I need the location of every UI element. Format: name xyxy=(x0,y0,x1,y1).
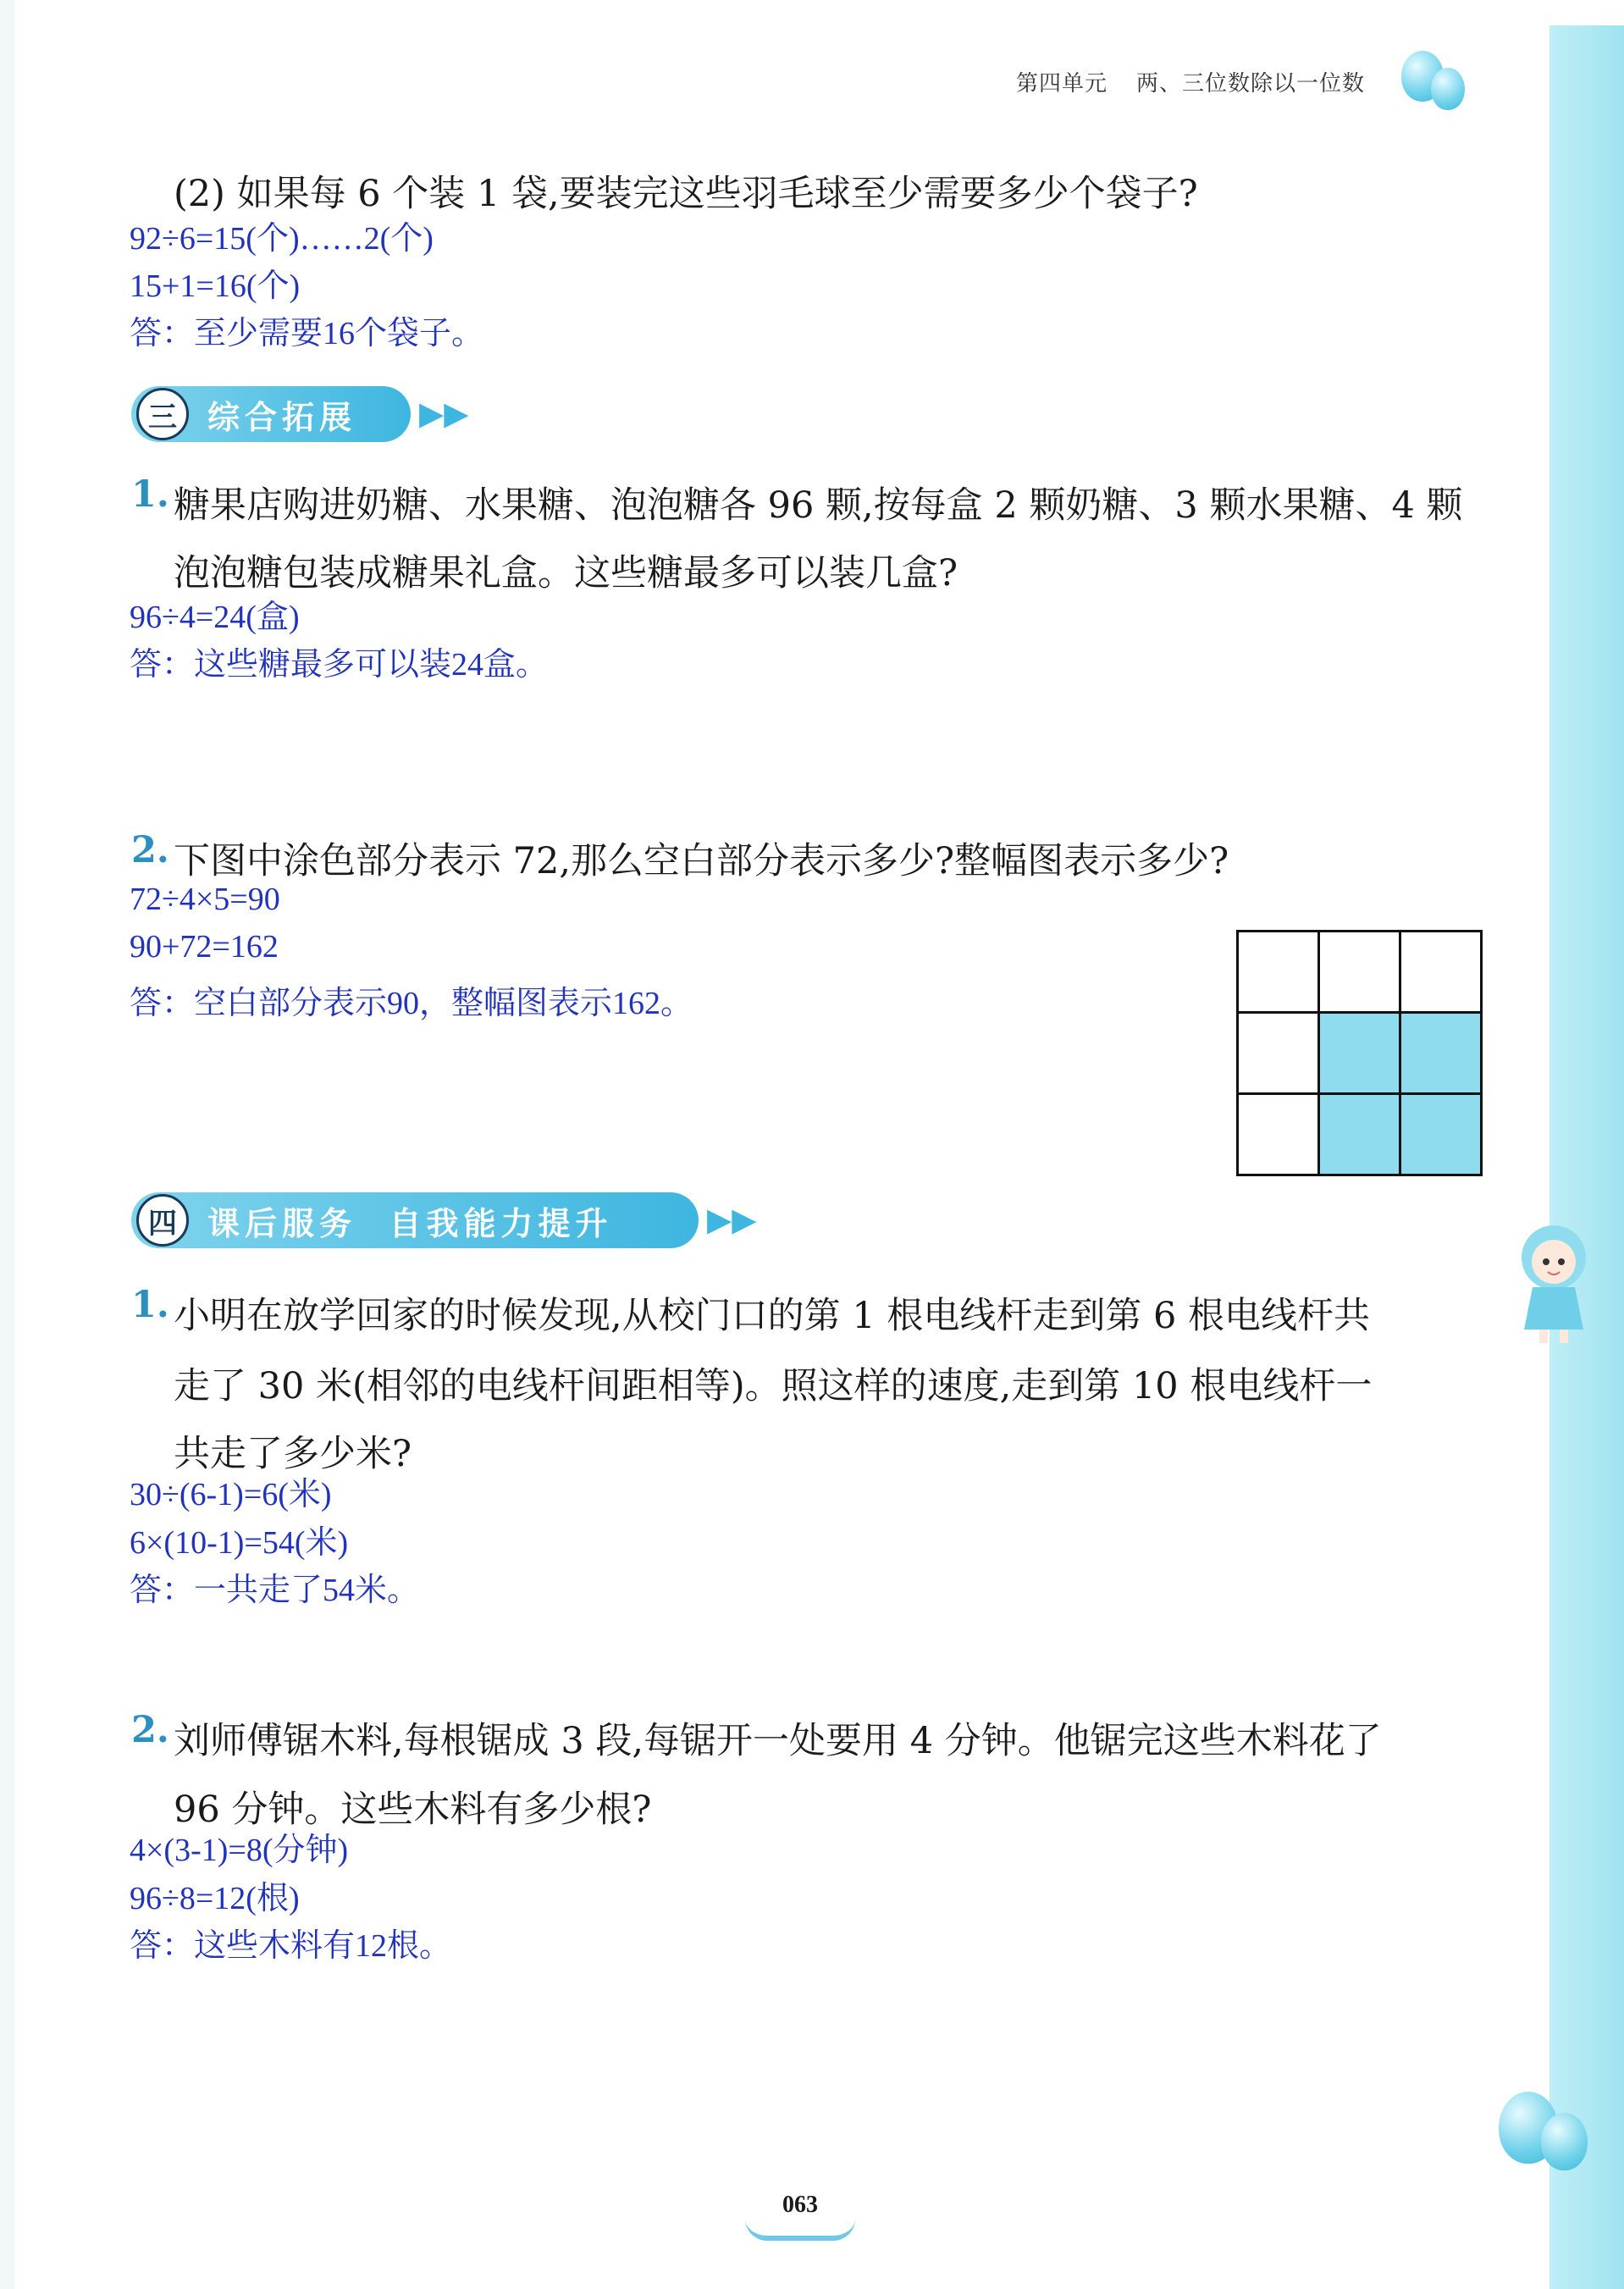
header-unit: 第四单元 xyxy=(1016,71,1108,97)
question-text: 泡泡糖包装成糖果礼盒。这些糖最多可以装几盒? xyxy=(174,552,958,594)
answer-line: 96÷8=12(根) xyxy=(130,1881,300,1916)
grid-cell xyxy=(1238,932,1319,1013)
grid-cell xyxy=(1319,932,1400,1013)
grid-cell xyxy=(1400,932,1482,1013)
answer-line: 答：至少需要16个袋子。 xyxy=(130,316,484,351)
grid-cell-shaded xyxy=(1319,1094,1400,1175)
grid-cell-shaded xyxy=(1400,1094,1482,1175)
girl-mascot-icon xyxy=(1507,1219,1600,1346)
grid-cell-shaded xyxy=(1400,1013,1482,1094)
answer-line: 答：这些木料有12根。 xyxy=(130,1928,452,1964)
question-number: 1. xyxy=(131,473,169,516)
page-edge xyxy=(0,0,15,2289)
question-number: 2. xyxy=(131,1709,169,1751)
section-banner-3 xyxy=(131,386,411,442)
section-title: 综合拓展 xyxy=(207,398,357,436)
question-text: 下图中涂色部分表示 72,那么空白部分表示多少?整幅图表示多少? xyxy=(174,840,1229,882)
question-text: (2) 如果每 6 个装 1 袋,要装完这些羽毛球至少需要多少个袋子? xyxy=(174,173,1198,215)
section-badge: 三 xyxy=(136,388,189,440)
question-text: 走了 30 米(相邻的电线杆间距相等)。照这样的速度,走到第 10 根电线杆一 xyxy=(174,1365,1373,1407)
question-text: 共走了多少米? xyxy=(174,1433,412,1475)
answer-line: 6×(10-1)=54(米) xyxy=(130,1525,349,1561)
question-text: 96 分钟。这些木料有多少根? xyxy=(174,1789,652,1831)
question-text: 小明在放学回家的时候发现,从校门口的第 1 根电线杆走到第 6 根电线杆共 xyxy=(174,1295,1371,1337)
answer-line: 72÷4×5=90 xyxy=(130,882,280,917)
page-number-swoosh xyxy=(745,2219,855,2241)
header-topic: 两、三位数除以一位数 xyxy=(1136,71,1366,97)
page-header xyxy=(1016,66,1394,97)
grid-cell-shaded xyxy=(1319,1013,1400,1094)
balloon-icon-top-2 xyxy=(1431,68,1465,110)
grid-cell xyxy=(1238,1094,1319,1175)
answer-line: 30÷(6-1)=6(米) xyxy=(130,1477,332,1512)
grid-cell xyxy=(1238,1013,1319,1094)
answer-line: 96÷4=24(盒) xyxy=(130,600,300,635)
page-number: 063 xyxy=(782,2192,818,2218)
double-arrow-icon: ▶▶ xyxy=(419,395,469,432)
answer-line: 92÷6=15(个)……2(个) xyxy=(130,221,434,257)
section-badge: 四 xyxy=(136,1194,189,1247)
question-number: 1. xyxy=(131,1284,169,1326)
section-banner-4 xyxy=(131,1192,699,1248)
side-stripe xyxy=(1549,25,1624,2289)
balloon-icon-bottom-2 xyxy=(1541,2113,1588,2170)
section-title: 课后服务 自我能力提升 xyxy=(207,1204,613,1242)
answer-line: 90+72=162 xyxy=(130,929,279,965)
answer-line: 15+1=16(个) xyxy=(130,268,301,304)
answer-line: 4×(3-1)=8(分钟) xyxy=(130,1833,349,1868)
shaded-grid-figure xyxy=(1236,930,1483,1176)
question-number: 2. xyxy=(131,829,169,871)
answer-line: 答：一共走了54米。 xyxy=(130,1573,420,1608)
answer-line: 答：这些糖最多可以装24盒。 xyxy=(130,647,549,683)
double-arrow-icon: ▶▶ xyxy=(707,1201,757,1238)
question-text: 糖果店购进奶糖、水果糖、泡泡糖各 96 颗,按每盒 2 颗奶糖、3 颗水果糖、4 颗 xyxy=(174,484,1463,527)
answer-line: 答：空白部分表示90，整幅图表示162。 xyxy=(130,986,693,1021)
question-text: 刘师傅锯木料,每根锯成 3 段,每锯开一处要用 4 分钟。他锯完这些木料花了 xyxy=(174,1720,1382,1762)
